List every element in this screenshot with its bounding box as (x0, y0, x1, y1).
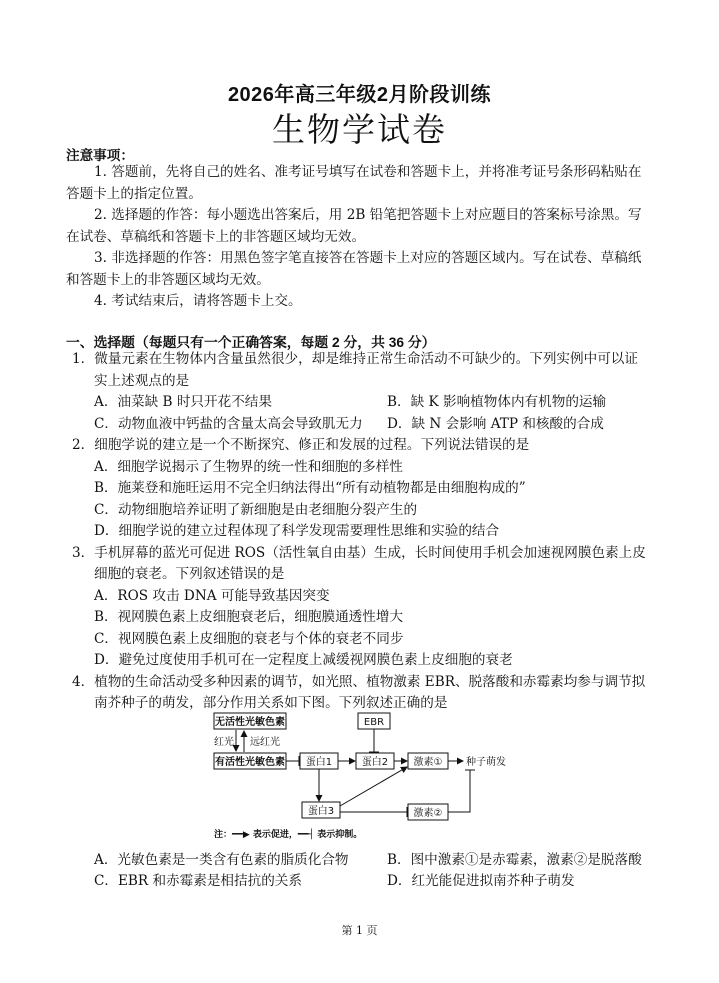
q2-option-a: A．细胞学说揭示了生物界的统一性和细胞的多样性 (94, 459, 403, 475)
q4-option-c: C．EBR 和赤霉素是相拮抗的关系 (94, 873, 302, 889)
notice-item-2-cont: 在试卷、草稿纸和答题卡上的非答题区域均无效。 (66, 229, 366, 245)
q4-stem: 4．植物的生命活动受多种因素的调节，如光照、植物激素 EBR、脱落酸和赤霉素均参与调节拟 (72, 674, 646, 690)
protein3-label: 蛋白3 (307, 806, 335, 817)
notice-item-2: 2. 选择题的作答：每小题选出答案后，用 2B 铅笔把答题卡上对应题目的答案标号涂黑。写 (94, 207, 642, 223)
q1-option-b: B．缺 K 影响植物体内有机物的运输 (387, 394, 607, 410)
q2-option-c: C．动物细胞培养证明了新细胞是由老细胞分裂产生的 (94, 502, 418, 518)
subject-title: 生物学试卷 (272, 110, 447, 149)
q1-option-c: C．动物血液中钙盐的含量太高会导致肌无力 (94, 416, 363, 432)
q4-option-b: B．图中激素①是赤霉素，激素②是脱落酸 (387, 852, 642, 868)
q3-option-d: D．避免过度使用手机可在一定程度上减缓视网膜色素上皮细胞的衰老 (94, 652, 513, 668)
q2-option-d: D．细胞学说的建立过程体现了科学发现需要理性思维和实验的结合 (94, 523, 500, 539)
q3-stem: 3．手机屏幕的蓝光可促进 ROS（活性氧自由基）生成，长时间使用手机会加速视网膜色素上皮 (72, 545, 646, 561)
inactive-label: 无活性光敏色素 (215, 717, 285, 728)
protein1-label: 蛋白1 (305, 757, 333, 768)
arrow-p3-h1 (340, 767, 407, 806)
diagram-legend: 注：━━▶ 表示促进，━━┤ 表示抑制。 (214, 830, 363, 840)
inhibit-line-h2-seed (448, 770, 470, 812)
q1-stem-cont: 实上述观点的是 (94, 373, 190, 389)
q3-stem-cont: 细胞的衰老。下列叙述错误的是 (94, 566, 285, 582)
q2-stem: 2．细胞学说的建立是一个不断探究、修正和发展的过程。下列说法错误的是 (72, 437, 530, 453)
notice-item-1: 1. 答题前，先将自己的姓名、准考证号填写在试卷和答题卡上，并将准考证号条形码粘贴在 (94, 164, 642, 180)
farred-light-label: 远红光 (250, 737, 280, 748)
notice-item-4: 4. 考试结束后，请将答题卡上交。 (94, 293, 302, 309)
ebr-label: EBR (363, 717, 385, 728)
hormone2-label: 激素② (413, 808, 443, 819)
hormone1-label: 激素① (413, 757, 443, 768)
page-number: 第 1 页 (341, 924, 378, 937)
notice-item-3: 3. 非选择题的作答：用黑色签字笔直接答在答题卡上对应的答题区域内。写在试卷、草稿纸 (94, 250, 642, 266)
q4-option-a: A．光敏色素是一类含有色素的脂质化合物 (94, 852, 349, 868)
protein2-label: 蛋白2 (361, 757, 389, 768)
red-light-label: 红光 (214, 737, 234, 748)
seed-germination-label: 种子萌发 (466, 757, 506, 768)
section-heading: 一、选择题（每题只有一个正确答案，每题 2 分，共 36 分） (66, 335, 436, 350)
q3-option-c: C．视网膜色素上皮细胞的衰老与个体的衰老不同步 (94, 631, 404, 647)
notice-item-3-cont: 和答题卡上的非答题区域均无效。 (66, 272, 270, 288)
regulation-diagram (208, 708, 528, 844)
q3-option-a: A．ROS 攻击 DNA 可能导致基因突变 (94, 588, 330, 604)
active-label: 有活性光敏色素 (215, 757, 285, 768)
notice-item-1-cont: 答题卡上的指定位置。 (66, 186, 202, 202)
q4-option-d: D．红光能促进拟南芥种子萌发 (387, 873, 575, 889)
exam-title: 2026年高三年级2月阶段训练 (227, 84, 492, 106)
q1-option-d: D．缺 N 会影响 ATP 和核酸的合成 (387, 416, 604, 432)
q2-option-b: B．施莱登和施旺运用不完全归纳法得出“所有动植物都是由细胞构成的” (94, 480, 526, 496)
q3-option-b: B．视网膜色素上皮细胞衰老后，细胞膜通透性增大 (94, 609, 404, 625)
q1-option-a: A．油菜缺 B 时只开花不结果 (94, 394, 272, 410)
notice-heading: 注意事项： (66, 148, 134, 163)
q4-stem-cont: 南芥种子的萌发，部分作用关系如下图。下列叙述正确的是 (94, 695, 448, 711)
q1-stem: 1．微量元素在生物体内含量虽然很少，却是维持正常生命活动不可缺少的。下列实例中可以证 (72, 351, 638, 367)
